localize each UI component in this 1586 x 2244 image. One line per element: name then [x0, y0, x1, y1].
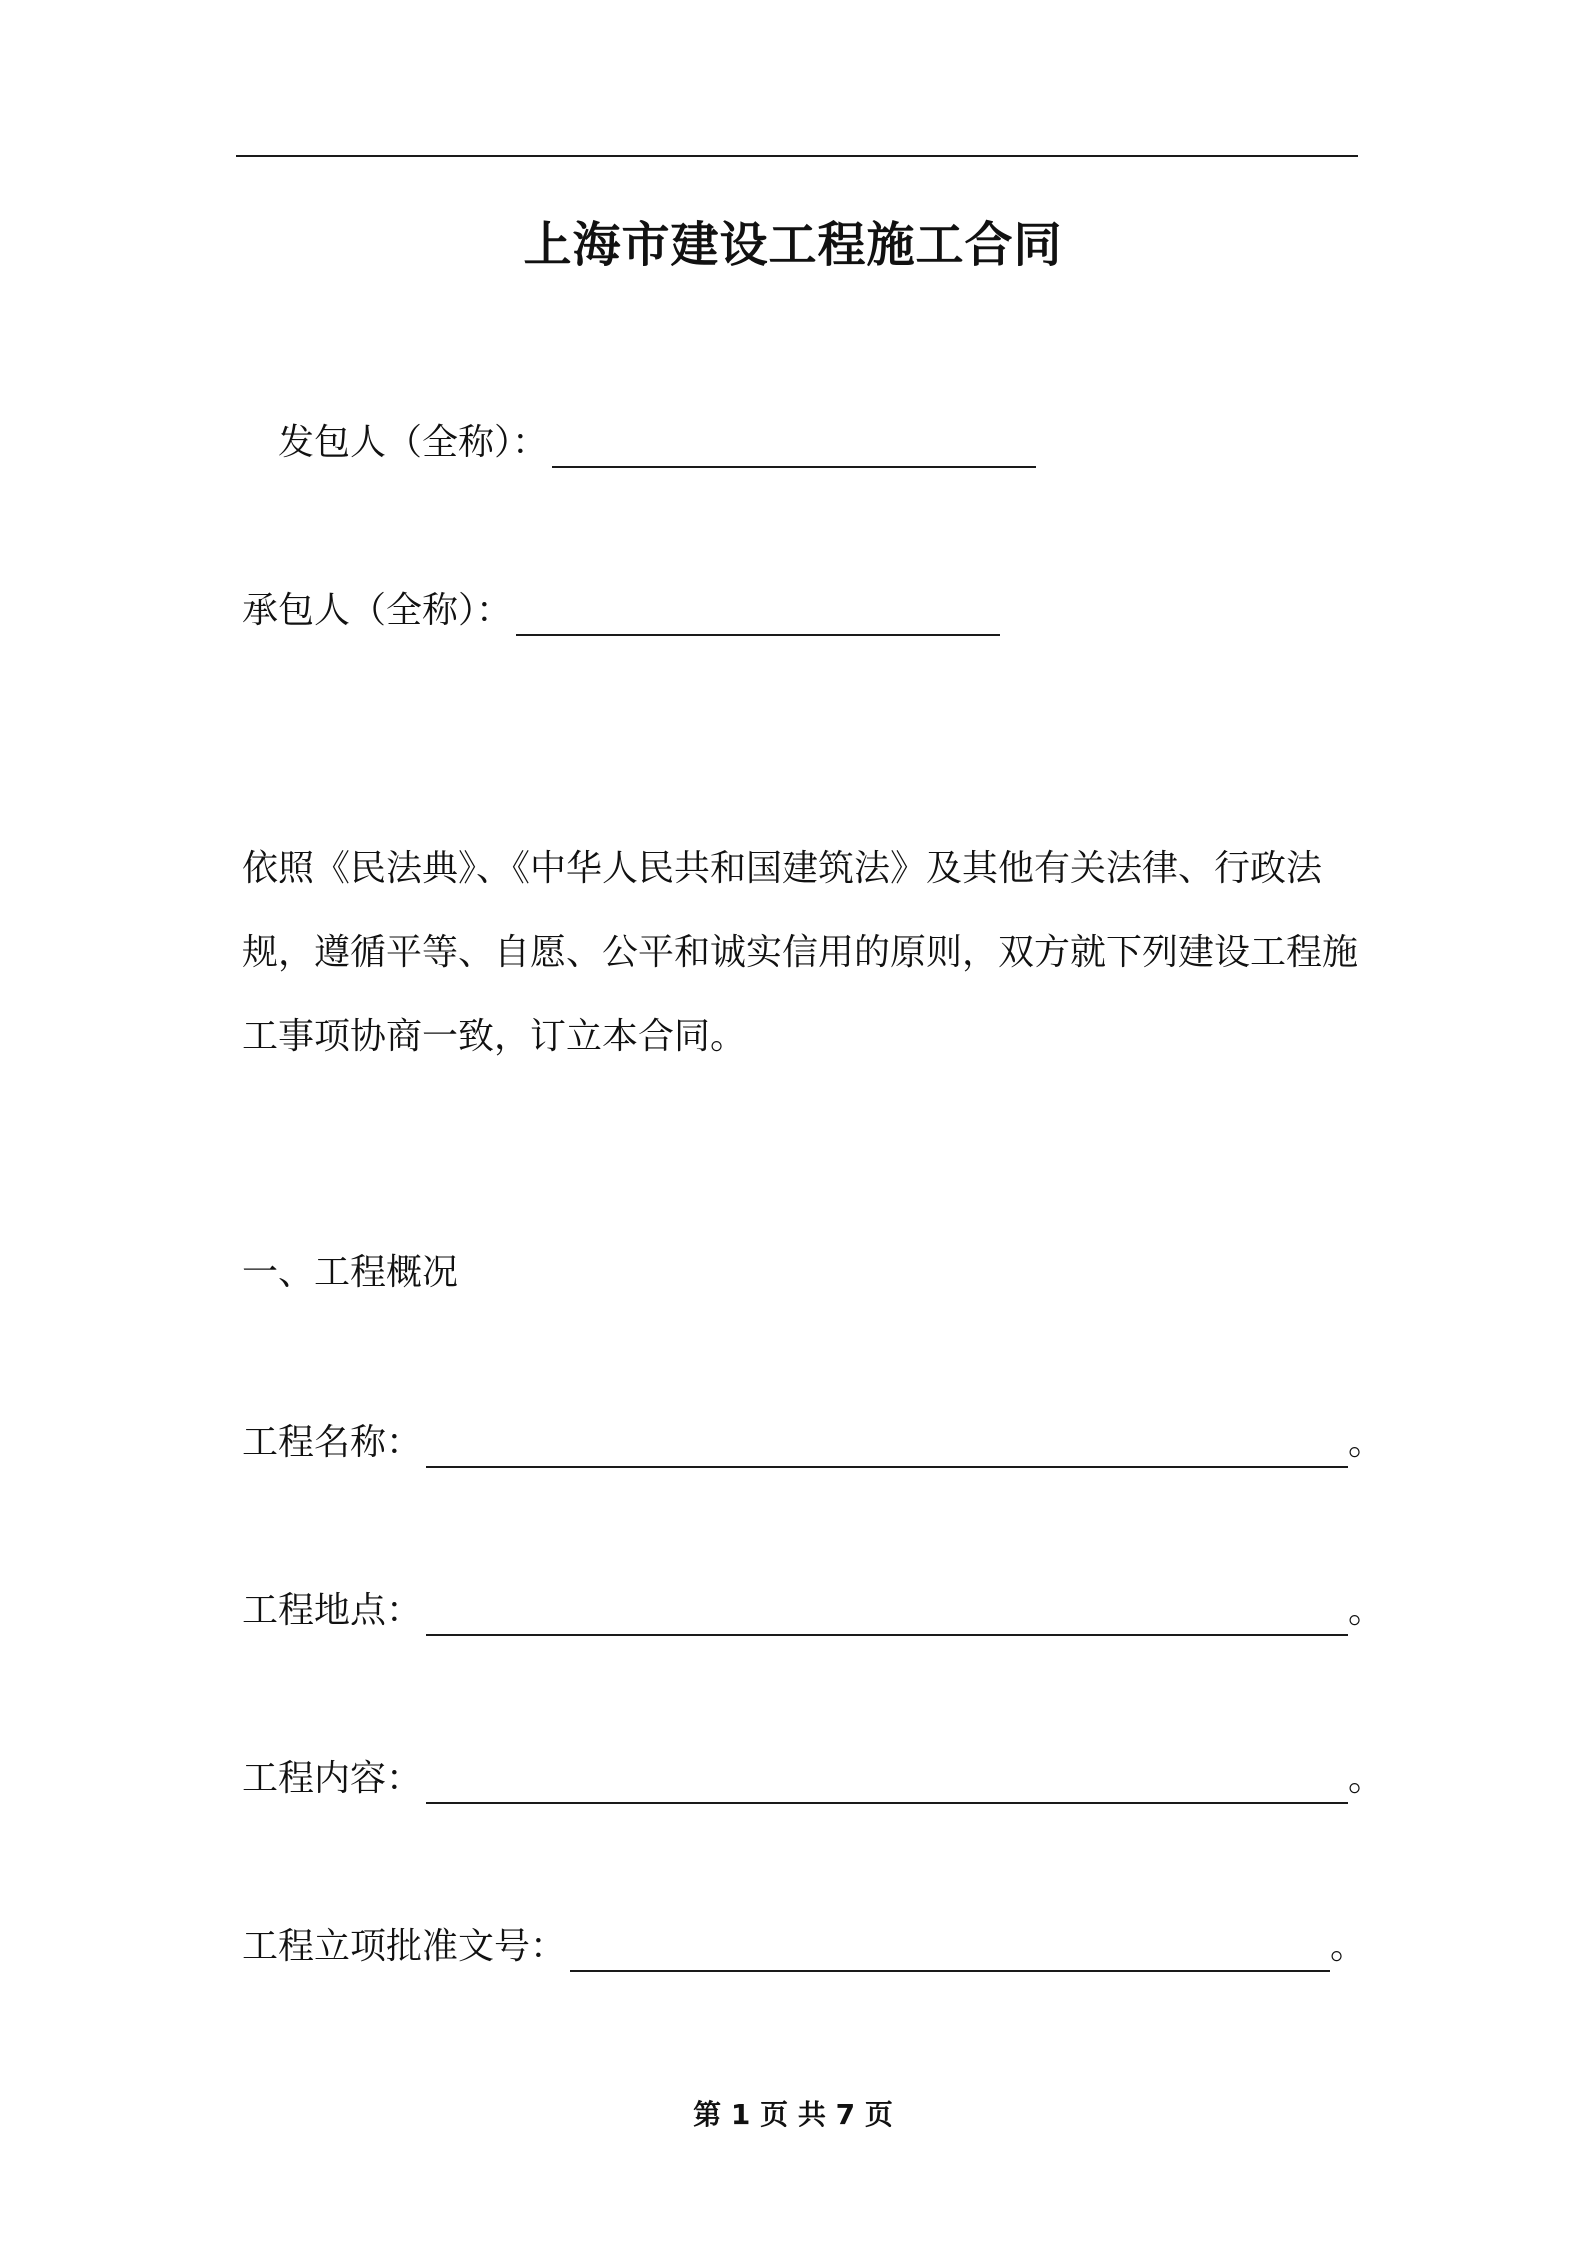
project-location-end: 。 — [1348, 1590, 1385, 1631]
employer-field — [278, 418, 1036, 468]
preamble-paragraph: 依照《民法典》、《中华人民共和国建筑法》及其他有关法律、行政法规，遵循平等、自愿、公平和诚实信用的原则，双方就下列建设工程施工事项协商一致，订立本合同。 — [242, 848, 1359, 1057]
employer-blank[interactable] — [552, 428, 1036, 468]
employer-label: 发包人（全称）： — [278, 422, 549, 463]
approval-number-end: 。 — [1330, 1926, 1367, 1967]
project-content-blank[interactable] — [426, 1764, 1348, 1804]
approval-number-blank[interactable] — [570, 1932, 1330, 1972]
contract-title: 上海市建设工程施工合同 — [523, 217, 1063, 273]
project-location-field — [242, 1586, 1384, 1636]
header-rule — [236, 155, 1358, 157]
project-location-blank[interactable] — [426, 1596, 1348, 1636]
project-name-end: 。 — [1348, 1422, 1385, 1463]
project-name-blank[interactable] — [426, 1428, 1348, 1468]
approval-number-field — [242, 1922, 1366, 1972]
contractor-label: 承包人（全称）： — [242, 590, 513, 631]
contractor-blank[interactable] — [516, 596, 1000, 636]
project-name-label: 工程名称： — [242, 1422, 423, 1463]
section-heading-project-overview: 一、工程概况 — [242, 1252, 459, 1293]
project-content-field — [242, 1754, 1384, 1804]
project-location-label: 工程地点： — [242, 1590, 423, 1631]
contractor-field — [242, 586, 1000, 636]
project-content-label: 工程内容： — [242, 1758, 423, 1799]
project-content-end: 。 — [1348, 1758, 1385, 1799]
page-footer: 第 1 页 共 7 页 — [693, 2098, 893, 2131]
project-name-field — [242, 1418, 1384, 1468]
approval-number-label: 工程立项批准文号： — [242, 1926, 567, 1967]
